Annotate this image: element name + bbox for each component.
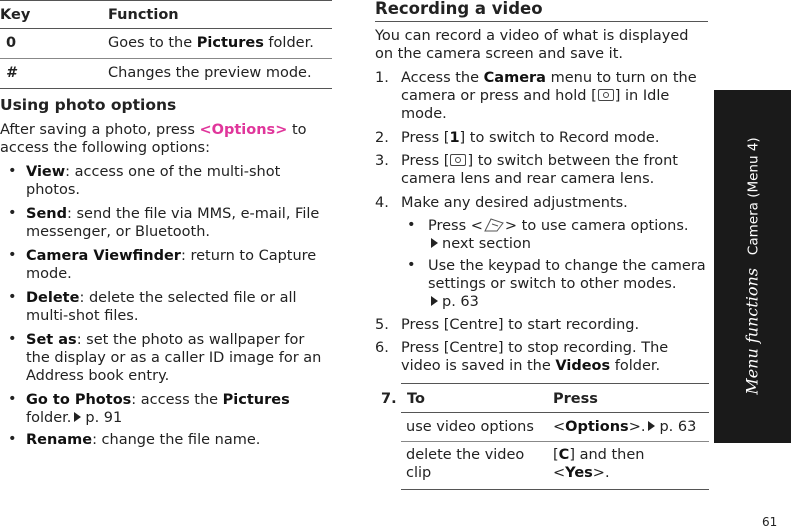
step7-row-rule [401, 441, 709, 442]
recording-intro-2: on the camera screen and save it. [375, 46, 624, 62]
step-1-cont-2: mode. [401, 106, 447, 122]
photo-options-intro: After saving a photo, press <Options> to [0, 122, 307, 138]
step7-table-bottom-rule [401, 489, 709, 490]
table-top-rule [0, 0, 332, 1]
function-pictures: Goes to the Pictures folder. [108, 35, 314, 51]
sub-bullet-options-cont: next section [428, 235, 531, 253]
step-3: Press [ ] to switch between the front [401, 153, 678, 169]
sub-bullet-keypad-cont: settings or switch to other modes. [428, 276, 677, 292]
key-column-header: Key [0, 7, 31, 23]
camera-key-icon [450, 154, 466, 166]
sub-bullet-keypad: Use the keypad to change the camera [428, 258, 706, 274]
key-zero: 0 [6, 35, 17, 51]
step7-table-top-rule [401, 383, 709, 384]
sub-bullet-options: Press < > to use camera options. [428, 218, 689, 234]
step-1-cont: camera or press and hold [ ] in Idle [401, 88, 670, 104]
heading-rule [375, 21, 708, 22]
step-3-cont: camera lens and rear camera lens. [401, 171, 655, 187]
press-c-key: [C] and then [553, 447, 645, 463]
function-preview: Changes the preview mode. [108, 65, 312, 81]
softkey-icon [483, 217, 505, 233]
key-hash: # [6, 65, 17, 81]
to-delete-clip: delete the video [406, 447, 525, 463]
bullet-icon: • [8, 431, 17, 447]
table-row-rule [0, 58, 332, 59]
step-4: Make any desired adjustments. [401, 195, 628, 211]
option-delete: Delete: delete the selected file or all [26, 290, 297, 306]
option-set-as: Set as: set the photo as wallpaper for [26, 332, 305, 348]
page-ref-arrow-icon [431, 296, 438, 306]
step-5: Press [Centre] to start recording. [401, 317, 640, 333]
function-column-header: Function [108, 7, 179, 23]
step-number: 3. [375, 153, 389, 169]
recording-intro: You can record a video of what is displayed [375, 28, 689, 44]
bullet-icon: • [407, 257, 416, 273]
option-send: Send: send the file via MMS, e-mail, File [26, 206, 320, 222]
bullet-icon: • [407, 217, 416, 233]
table-bottom-rule [0, 88, 332, 89]
to-delete-clip-cont: clip [406, 465, 432, 481]
option-set-as-cont-2: Address book entry. [26, 368, 170, 384]
step-6: Press [Centre] to stop recording. The [401, 340, 669, 356]
to-column-header: To [407, 391, 425, 407]
option-camera-viewfinder: Camera Viewfinder: return to Capture [26, 248, 317, 264]
bullet-icon: • [8, 247, 17, 263]
bullet-icon: • [8, 205, 17, 221]
step-number: 4. [375, 195, 389, 211]
page-ref-arrow-icon [648, 421, 655, 431]
bullet-icon: • [8, 163, 17, 179]
bullet-icon: • [8, 331, 17, 347]
option-view: View: access one of the multi-shot [26, 164, 281, 180]
step-number: 1. [375, 70, 389, 86]
section-tab-label: Menu functions Camera (Menu 4) [742, 137, 762, 395]
step-1: Access the Camera menu to turn on the [401, 70, 697, 86]
press-options: <Options>. p. 63 [553, 419, 697, 435]
page-ref-arrow-icon [74, 412, 81, 422]
bullet-icon: • [8, 289, 17, 305]
page-ref-arrow-icon [431, 238, 438, 248]
camera-key-icon [598, 89, 614, 101]
option-set-as-cont: the display or as a caller ID image for an [26, 350, 322, 366]
press-column-header: Press [553, 391, 598, 407]
recording-heading: Recording a video [375, 0, 543, 18]
option-delete-cont: multi-shot files. [26, 308, 139, 324]
bullet-icon: • [8, 391, 17, 407]
step7-header-rule [401, 412, 709, 413]
option-view-cont: photos. [26, 182, 80, 198]
option-send-cont: messenger, or Bluetooth. [26, 224, 211, 240]
sub-bullet-keypad-cont-2: p. 63 [428, 293, 479, 311]
step-number: 5. [375, 317, 389, 333]
press-yes: <Yes>. [553, 465, 610, 481]
photo-options-heading: Using photo options [0, 96, 177, 114]
page-number: 61 [762, 515, 778, 529]
step-number: 7. [381, 391, 397, 407]
step-2: Press [1] to switch to Record mode. [401, 130, 660, 146]
option-go-to-photos: Go to Photos: access the Pictures [26, 392, 290, 408]
step-number: 2. [375, 130, 389, 146]
step-6-cont: video is saved in the Videos folder. [401, 358, 661, 374]
photo-options-intro-2: access the following options: [0, 140, 210, 156]
step-number: 6. [375, 340, 389, 356]
table-header-rule [0, 28, 332, 29]
option-camera-viewfinder-cont: mode. [26, 266, 72, 282]
option-go-to-photos-cont: folder. p. 91 [26, 410, 123, 426]
option-rename: Rename: change the file name. [26, 432, 261, 448]
to-use-video-options: use video options [406, 419, 534, 435]
